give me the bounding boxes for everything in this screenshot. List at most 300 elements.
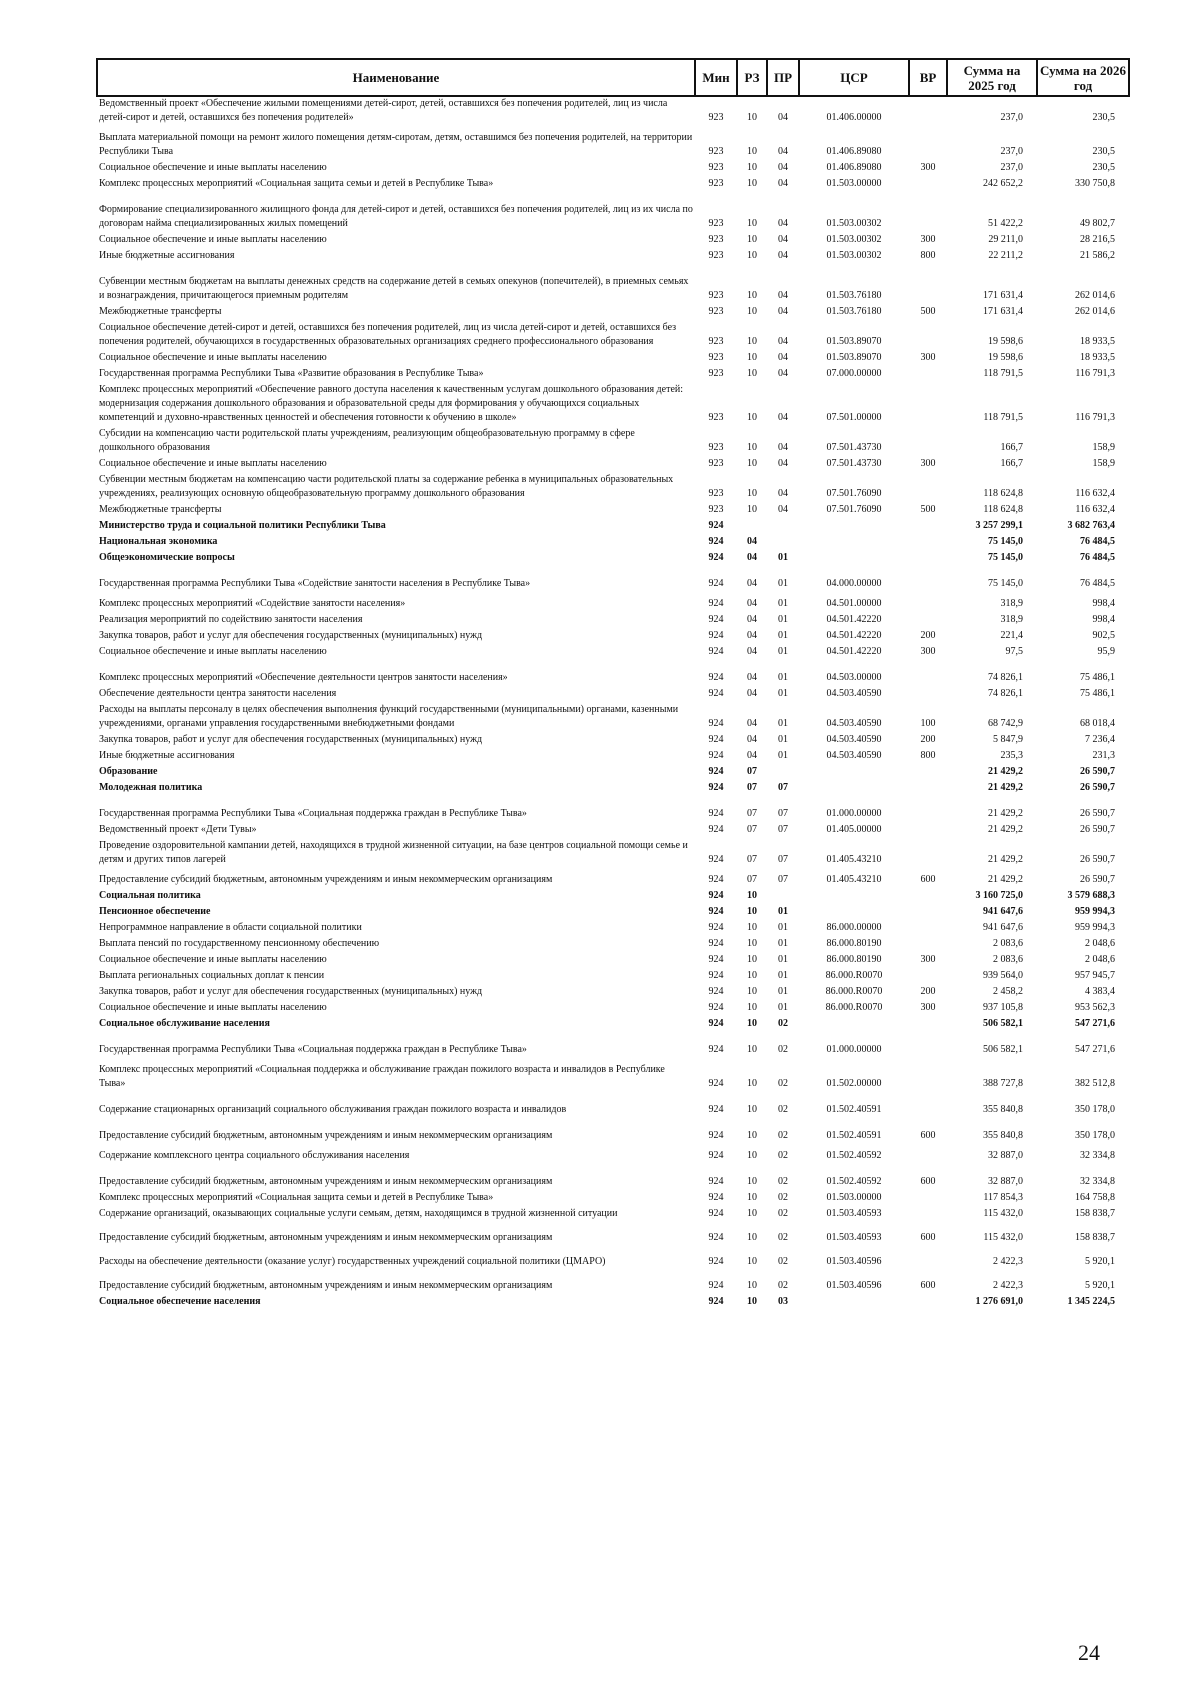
row-pr: 07 [778, 854, 788, 865]
table-row [97, 937, 1129, 953]
row-pr: 02 [778, 1104, 788, 1115]
row-sum-2025: 68 742,9 [988, 718, 1023, 729]
row-pr: 07 [778, 874, 788, 885]
table-row [97, 1033, 1129, 1059]
row-rz: 07 [747, 808, 757, 819]
row-sum-2026: 3 579 688,3 [1067, 890, 1115, 901]
row-min: 924 [708, 906, 724, 917]
row-csr: 01.000.00000 [826, 808, 882, 819]
row-name: Социальное обеспечение населения [99, 1296, 261, 1307]
row-min: 924 [708, 1192, 724, 1203]
row-vr [909, 613, 947, 629]
row-csr: 01.503.89070 [826, 352, 882, 363]
row-sum-2025: 32 887,0 [988, 1176, 1023, 1187]
row-pr: 01 [778, 1002, 788, 1013]
row-rz: 10 [747, 218, 757, 229]
row-min: 924 [708, 922, 724, 933]
table-row [97, 921, 1129, 937]
table-row [97, 629, 1129, 645]
page-number: 24 [1078, 1640, 1100, 1665]
row-min: 924 [708, 1104, 724, 1115]
row-sum-2025: 166,7 [1000, 442, 1023, 453]
row-name: Предоставление субсидий бюджетным, автономным учреждениям и иным некоммерческим организациям [99, 874, 553, 885]
row-name: Ведомственный проект «Дети Тувы» [99, 824, 257, 835]
row-pr: 02 [778, 1044, 788, 1055]
table-row [97, 905, 1129, 921]
row-sum-2026: 32 334,8 [1080, 1176, 1115, 1187]
budget-document [96, 58, 1128, 1311]
row-min: 924 [708, 954, 724, 965]
row-min: 924 [708, 598, 724, 609]
row-name: Закупка товаров, работ и услуг для обеспечения государственных (муниципальных) нужд [99, 986, 483, 997]
table-row [97, 551, 1129, 567]
row-pr: 04 [778, 162, 788, 173]
row-pr: 01 [778, 986, 788, 997]
row-sum-2026: 158 838,7 [1075, 1208, 1115, 1219]
row-pr: 01 [778, 906, 788, 917]
row-name: Социальная политика [99, 890, 201, 901]
row-min: 923 [708, 290, 724, 301]
row-vr [909, 96, 947, 127]
row-name: Социальное обеспечение и иные выплаты населению [99, 458, 327, 469]
row-vr: 100 [920, 718, 936, 729]
row-sum-2026: 26 590,7 [1080, 808, 1115, 819]
row-vr: 500 [920, 306, 936, 317]
row-csr: 01.406.00000 [826, 112, 882, 123]
row-vr [909, 1145, 947, 1165]
row-csr: 04.503.40590 [826, 688, 882, 699]
row-vr [909, 127, 947, 161]
row-rz: 04 [747, 536, 757, 547]
row-rz: 10 [747, 352, 757, 363]
row-rz: 07 [747, 874, 757, 885]
row-min: 924 [708, 1078, 724, 1089]
row-sum-2026: 350 178,0 [1075, 1104, 1115, 1115]
row-name: Комплекс процессных мероприятий «Обеспечение деятельности центров занятости населения» [99, 672, 508, 683]
row-sum-2025: 118 624,8 [983, 488, 1023, 499]
row-sum-2026: 547 271,6 [1075, 1018, 1115, 1029]
row-pr: 01 [778, 688, 788, 699]
row-sum-2025: 2 083,6 [993, 938, 1023, 949]
row-rz: 10 [747, 890, 757, 901]
row-sum-2025: 21 429,2 [988, 854, 1023, 865]
row-sum-2025: 388 727,8 [983, 1078, 1023, 1089]
row-vr: 600 [920, 874, 936, 885]
row-sum-2025: 1 276 691,0 [975, 1296, 1023, 1307]
header-sum-2025: Сумма на 2025 год [947, 59, 1037, 96]
row-rz: 04 [747, 578, 757, 589]
row-csr: 01.406.89080 [826, 162, 882, 173]
row-sum-2026: 231,3 [1092, 750, 1115, 761]
table-row [97, 1207, 1129, 1223]
row-name: Пенсионное обеспечение [99, 906, 211, 917]
row-rz: 04 [747, 672, 757, 683]
row-pr: 01 [778, 552, 788, 563]
row-sum-2026: 75 486,1 [1080, 672, 1115, 683]
row-rz: 10 [747, 306, 757, 317]
row-csr [799, 765, 909, 781]
row-pr: 02 [778, 1232, 788, 1243]
table-row [97, 823, 1129, 839]
row-min: 923 [708, 250, 724, 261]
row-vr: 800 [920, 750, 936, 761]
row-csr: 04.503.00000 [826, 672, 882, 683]
row-vr [909, 765, 947, 781]
row-csr: 86.000.R0070 [825, 1002, 883, 1013]
row-sum-2026: 959 994,3 [1075, 906, 1115, 917]
row-vr: 600 [920, 1280, 936, 1291]
row-pr: 04 [778, 146, 788, 157]
row-name: Формирование специализированного жилищного фонда для детей-сирот и детей, оставшихся без попечения родителей, лиц из их числа по договорам найма специализированных жилых помещений [99, 204, 693, 229]
row-sum-2025: 2 458,2 [993, 986, 1023, 997]
row-csr: 01.503.00302 [826, 250, 882, 261]
row-sum-2026: 158,9 [1092, 458, 1115, 469]
row-min: 924 [708, 718, 724, 729]
row-csr: 86.000.R0070 [825, 970, 883, 981]
table-row [97, 889, 1129, 905]
row-min: 923 [708, 112, 724, 123]
row-sum-2026: 230,5 [1092, 146, 1115, 157]
row-pr: 01 [778, 954, 788, 965]
row-pr [767, 535, 799, 551]
row-rz: 10 [747, 1044, 757, 1055]
row-vr [909, 383, 947, 427]
row-sum-2026: 158 838,7 [1075, 1232, 1115, 1243]
row-pr: 01 [778, 970, 788, 981]
row-min: 923 [708, 218, 724, 229]
row-name: Социальное обслуживание населения [99, 1018, 270, 1029]
row-name: Комплекс процессных мероприятий «Содействие занятости населения» [99, 598, 406, 609]
table-row [97, 249, 1129, 265]
row-sum-2025: 3 257 299,1 [975, 520, 1023, 531]
row-pr: 04 [778, 368, 788, 379]
row-min: 924 [708, 1018, 724, 1029]
row-sum-2026: 158,9 [1092, 442, 1115, 453]
row-min: 924 [708, 808, 724, 819]
row-pr: 07 [778, 808, 788, 819]
row-min: 923 [708, 458, 724, 469]
row-min: 924 [708, 734, 724, 745]
row-rz: 10 [747, 178, 757, 189]
table-row [97, 1295, 1129, 1311]
row-vr [909, 937, 947, 953]
row-csr: 01.502.40591 [826, 1130, 882, 1141]
row-rz: 04 [747, 750, 757, 761]
row-vr: 200 [920, 986, 936, 997]
row-rz [737, 519, 767, 535]
row-min: 923 [708, 336, 724, 347]
row-sum-2026: 262 014,6 [1075, 290, 1115, 301]
row-name: Комплекс процессных мероприятий «Социальная защита семьи и детей в Республике Тыва» [99, 178, 494, 189]
table-row [97, 177, 1129, 193]
row-csr: 86.000.R0070 [825, 986, 883, 997]
row-min: 924 [708, 1044, 724, 1055]
row-vr [909, 265, 947, 305]
row-min: 923 [708, 178, 724, 189]
row-pr: 03 [778, 1296, 788, 1307]
row-sum-2025: 937 105,8 [983, 1002, 1023, 1013]
row-sum-2025: 166,7 [1000, 458, 1023, 469]
row-csr: 07.501.00000 [826, 412, 882, 423]
row-pr: 01 [778, 922, 788, 933]
row-pr [767, 889, 799, 905]
row-csr: 01.503.40596 [826, 1280, 882, 1291]
table-row [97, 305, 1129, 321]
row-rz: 10 [747, 488, 757, 499]
row-vr: 600 [920, 1176, 936, 1187]
row-name: Государственная программа Республики Тыва «Социальная поддержка граждан в Республике Тыва» [99, 1044, 527, 1055]
row-pr: 04 [778, 234, 788, 245]
row-sum-2025: 21 429,2 [988, 808, 1023, 819]
row-sum-2026: 957 945,7 [1075, 970, 1115, 981]
row-sum-2025: 237,0 [1000, 146, 1023, 157]
row-pr: 02 [778, 1150, 788, 1161]
row-vr [909, 1093, 947, 1119]
table-row [97, 749, 1129, 765]
row-vr: 300 [920, 1002, 936, 1013]
row-csr: 07.000.00000 [826, 368, 882, 379]
row-rz: 10 [747, 146, 757, 157]
row-min: 924 [708, 646, 724, 657]
row-sum-2026: 330 750,8 [1075, 178, 1115, 189]
row-pr: 04 [778, 306, 788, 317]
row-sum-2025: 242 652,2 [983, 178, 1023, 189]
row-min: 924 [708, 1002, 724, 1013]
row-rz: 10 [747, 938, 757, 949]
row-rz: 07 [747, 766, 757, 777]
table-row [97, 1001, 1129, 1017]
row-csr [799, 535, 909, 551]
table-row [97, 193, 1129, 233]
row-min: 924 [708, 1296, 724, 1307]
row-name: Содержание организаций, оказывающих социальные услуги семьям, детям, находящимся в трудной жизненной ситуации [99, 1208, 618, 1219]
row-name: Социальное обеспечение и иные выплаты населению [99, 954, 327, 965]
row-vr [909, 473, 947, 503]
header-csr: ЦСР [799, 59, 909, 96]
row-min: 924 [708, 536, 724, 547]
row-sum-2025: 221,4 [1000, 630, 1023, 641]
row-rz: 10 [747, 162, 757, 173]
table-row [97, 383, 1129, 427]
table-row [97, 1059, 1129, 1093]
row-name: Реализация мероприятий по содействию занятости населения [99, 614, 363, 625]
row-sum-2026: 953 562,3 [1075, 1002, 1115, 1013]
row-sum-2025: 941 647,6 [983, 922, 1023, 933]
row-rz: 04 [747, 688, 757, 699]
row-csr: 07.501.76090 [826, 488, 882, 499]
row-name: Социальное обеспечение и иные выплаты населению [99, 234, 327, 245]
row-pr: 07 [778, 824, 788, 835]
row-sum-2025: 115 432,0 [983, 1208, 1023, 1219]
row-min: 923 [708, 442, 724, 453]
row-vr [909, 921, 947, 937]
row-sum-2026: 21 586,2 [1080, 250, 1115, 261]
row-name: Межбюджетные трансферты [99, 306, 222, 317]
row-sum-2025: 171 631,4 [983, 290, 1023, 301]
row-vr [909, 781, 947, 797]
row-sum-2026: 28 216,5 [1080, 234, 1115, 245]
row-pr: 04 [778, 290, 788, 301]
row-name: Предоставление субсидий бюджетным, автономным учреждениям и иным некоммерческим организациям [99, 1130, 553, 1141]
row-vr [909, 1017, 947, 1033]
table-row [97, 567, 1129, 593]
row-sum-2025: 941 647,6 [983, 906, 1023, 917]
row-name: Закупка товаров, работ и услуг для обеспечения государственных (муниципальных) нужд [99, 630, 483, 641]
row-vr [909, 797, 947, 823]
row-csr: 01.503.89070 [826, 336, 882, 347]
row-min: 923 [708, 162, 724, 173]
row-name: Непрограммное направление в области социальной политики [99, 922, 362, 933]
row-pr: 04 [778, 504, 788, 515]
row-name: Обеспечение деятельности центра занятости населения [99, 688, 337, 699]
row-name: Выплата пенсий по государственному пенсионному обеспечению [99, 938, 380, 949]
table-row [97, 593, 1129, 613]
row-name: Ведомственный проект «Обеспечение жилыми помещениями детей-сирот, детей, оставшихся без попечения родителей, лиц из числа детей-сирот и детей, оставшихся без попечения родителей» [99, 98, 668, 123]
row-csr: 01.502.00000 [826, 1078, 882, 1089]
table-row [97, 1247, 1129, 1271]
row-sum-2026: 75 486,1 [1080, 688, 1115, 699]
row-min: 924 [708, 1150, 724, 1161]
row-sum-2025: 5 847,9 [993, 734, 1023, 745]
row-vr: 200 [920, 734, 936, 745]
row-rz: 10 [747, 458, 757, 469]
row-pr: 04 [778, 458, 788, 469]
row-vr: 600 [920, 1232, 936, 1243]
row-vr [909, 1191, 947, 1207]
row-sum-2026: 26 590,7 [1080, 874, 1115, 885]
table-row [97, 1165, 1129, 1191]
row-csr: 04.503.40590 [826, 750, 882, 761]
row-csr: 01.502.40591 [826, 1104, 882, 1115]
row-sum-2026: 49 802,7 [1080, 218, 1115, 229]
row-sum-2025: 2 422,3 [993, 1280, 1023, 1291]
row-vr [909, 839, 947, 869]
row-sum-2026: 382 512,8 [1075, 1078, 1115, 1089]
row-vr [909, 321, 947, 351]
row-sum-2025: 2 422,3 [993, 1256, 1023, 1267]
row-pr: 04 [778, 218, 788, 229]
row-rz: 10 [747, 1018, 757, 1029]
row-csr: 01.503.76180 [826, 290, 882, 301]
row-rz: 10 [747, 1256, 757, 1267]
row-sum-2025: 75 145,0 [988, 536, 1023, 547]
row-min: 924 [708, 1176, 724, 1187]
table-row [97, 1119, 1129, 1145]
row-sum-2026: 164 758,8 [1075, 1192, 1115, 1203]
row-min: 924 [708, 986, 724, 997]
header-rz: РЗ [737, 59, 767, 96]
row-vr [909, 1059, 947, 1093]
row-min: 924 [708, 890, 724, 901]
table-row [97, 96, 1129, 127]
row-min: 924 [708, 630, 724, 641]
row-min: 924 [708, 970, 724, 981]
row-sum-2026: 7 236,4 [1085, 734, 1115, 745]
row-name: Субвенции местным бюджетам на выплаты денежных средств на содержание детей в семьях опекунов (попечителей), в приемных семьях и вознаграждения, причитающегося приемным родителям [99, 276, 689, 301]
row-name: Содержание стационарных организаций социального обслуживания граждан пожилого возраста и инвалидов [99, 1104, 567, 1115]
row-pr: 01 [778, 630, 788, 641]
row-csr [799, 519, 909, 535]
row-sum-2026: 998,4 [1092, 614, 1115, 625]
row-rz: 04 [747, 630, 757, 641]
row-csr [799, 781, 909, 797]
row-rz: 07 [747, 824, 757, 835]
row-name: Государственная программа Республики Тыва «Содействие занятости населения в Республике Тыва» [99, 578, 531, 589]
row-csr: 07.501.76090 [826, 504, 882, 515]
row-vr: 300 [920, 646, 936, 657]
row-min: 923 [708, 412, 724, 423]
row-rz: 10 [747, 290, 757, 301]
row-pr: 04 [778, 250, 788, 261]
row-name: Комплекс процессных мероприятий «Социальная защита семьи и детей в Республике Тыва» [99, 1192, 494, 1203]
row-name: Комплекс процессных мероприятий «Социальная поддержка и обслуживание граждан пожилого возраста и инвалидов в Республике Тыва» [99, 1064, 665, 1089]
row-sum-2025: 75 145,0 [988, 552, 1023, 563]
row-name: Министерство труда и социальной политики Республики Тыва [99, 520, 386, 531]
row-rz: 10 [747, 1002, 757, 1013]
row-sum-2026: 262 014,6 [1075, 306, 1115, 317]
row-pr: 02 [778, 1280, 788, 1291]
row-name: Предоставление субсидий бюджетным, автономным учреждениям и иным некоммерческим организациям [99, 1280, 553, 1291]
row-sum-2026: 350 178,0 [1075, 1130, 1115, 1141]
row-vr [909, 889, 947, 905]
row-pr: 01 [778, 614, 788, 625]
row-sum-2026: 547 271,6 [1075, 1044, 1115, 1055]
row-csr [799, 889, 909, 905]
row-sum-2025: 32 887,0 [988, 1150, 1023, 1161]
row-name: Субсидии на компенсацию части родительской платы учреждениям, реализующим общеобразовательную программу в сфере дошкольного образования [99, 428, 635, 453]
row-rz: 04 [747, 646, 757, 657]
row-pr: 04 [778, 412, 788, 423]
row-csr: 86.000.80190 [826, 954, 882, 965]
row-vr [909, 823, 947, 839]
row-pr: 01 [778, 578, 788, 589]
row-rz: 10 [747, 336, 757, 347]
row-pr: 02 [778, 1256, 788, 1267]
row-pr: 04 [778, 442, 788, 453]
row-csr: 01.503.00302 [826, 218, 882, 229]
header-min: Мин [695, 59, 737, 96]
row-sum-2025: 21 429,2 [988, 874, 1023, 885]
row-csr: 86.000.80190 [826, 938, 882, 949]
table-row [97, 1017, 1129, 1033]
table-row [97, 969, 1129, 985]
table-row [97, 869, 1129, 889]
row-sum-2025: 21 429,2 [988, 782, 1023, 793]
row-vr [909, 177, 947, 193]
row-sum-2025: 51 422,2 [988, 218, 1023, 229]
row-name: Комплекс процессных мероприятий «Обеспечение равного доступа населения к качественным услугам дошкольного образования детей: модернизация содержания дошкольного образования и образовательной среды для формирования у обучающихся социальных компетенций и духовно-нравственных ценностей и обеспечения готовности к обучению в школе» [99, 384, 684, 423]
row-min: 924 [708, 1280, 724, 1291]
row-sum-2026: 4 383,4 [1085, 986, 1115, 997]
row-rz: 04 [747, 598, 757, 609]
table-row [97, 985, 1129, 1001]
row-csr: 04.503.40590 [826, 734, 882, 745]
row-pr [767, 765, 799, 781]
row-sum-2026: 2 048,6 [1085, 954, 1115, 965]
row-sum-2026: 3 682 763,4 [1067, 520, 1115, 531]
row-pr: 02 [778, 1176, 788, 1187]
row-rz: 10 [747, 1104, 757, 1115]
row-sum-2025: 355 840,8 [983, 1104, 1023, 1115]
row-min: 924 [708, 874, 724, 885]
row-name: Социальное обеспечение детей-сирот и детей, оставшихся без попечения родителей, лиц из числа детей-сирот и детей, оставшихся без попечения родителей, обучающихся в государственных образовательных организациях среднего профессионального образования [99, 322, 677, 347]
row-csr: 04.501.42220 [826, 614, 882, 625]
table-row [97, 703, 1129, 733]
row-sum-2025: 2 083,6 [993, 954, 1023, 965]
row-rz: 10 [747, 954, 757, 965]
row-pr [767, 519, 799, 535]
row-rz: 10 [747, 1176, 757, 1187]
